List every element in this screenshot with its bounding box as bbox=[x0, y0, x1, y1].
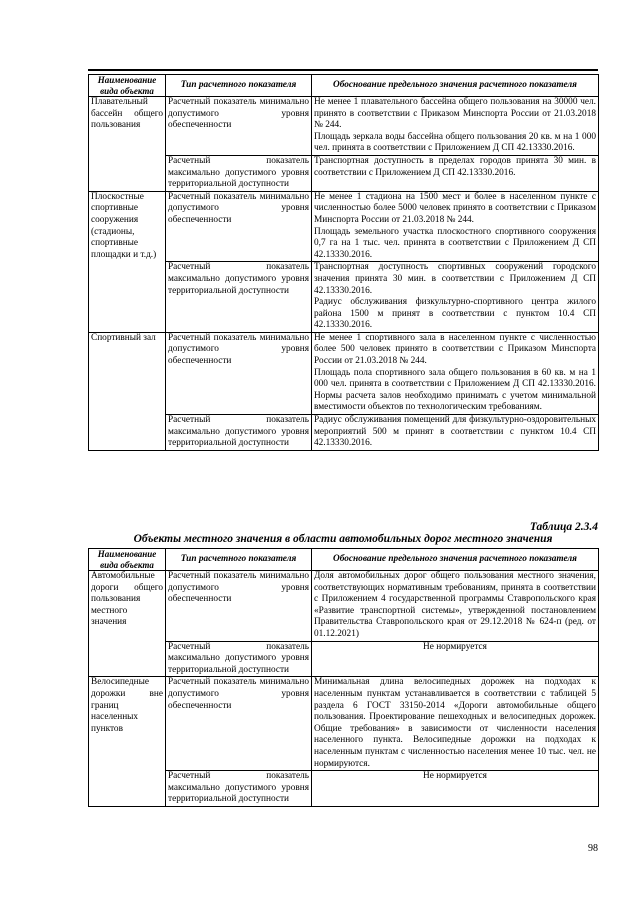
page-number: 98 bbox=[588, 843, 598, 854]
indicator-type-cell: Расчетный показатель минимально допустимого уровня обеспеченности bbox=[166, 191, 312, 262]
justification-cell bbox=[312, 677, 599, 771]
justification-paragraph: Не нормируется bbox=[423, 641, 487, 652]
table-row bbox=[89, 415, 599, 451]
object-name-cell: Велосипедные дорожки вне границ населенных пунктов bbox=[89, 677, 166, 807]
justification-paragraph: Площадь пола спортивного зала общего пользования в 60 кв. м на 1 000 чел. принята в соответствии с Приложением Д СП 42.13330.2016. Нормы расчета залов необходимо принимать с учетом минимальной вместимости объектов по технологическим требованиям. bbox=[314, 367, 596, 413]
justification-paragraph: Не нормируется bbox=[423, 771, 487, 782]
table-row bbox=[89, 771, 599, 807]
table-row bbox=[89, 641, 599, 677]
object-name-cell: Плавательный бассейн общего пользования bbox=[89, 97, 166, 192]
table-row bbox=[89, 262, 599, 333]
justification-paragraph: Радиус обслуживания помещений для физкультурно-оздоровительных мероприятий 500 м принят в соответствии с пунктом 10.4 СП 42.13330.2016. bbox=[314, 415, 596, 449]
justification-paragraph: Радиус обслуживания физкультурно-спортивного центра жилого района 1500 м принят в соответствии с пунктом 10.4 СП 42.13330.2016. bbox=[314, 297, 596, 331]
justification-paragraph: Минимальная длина велосипедных дорожек на подходах к населенным пунктам устанавливается в соответствии с таблицей 5 раздела 6 ГОСТ 33150-2014 «Дороги автомобильные общего пользования. Проектирование пешеходных и велосипедных дорожек. Общие требования» в зависимости от численности населения населенного пункта. Велосипедные дорожки на подходах к населенным пунктам с численностью населения менее 10 тыс. чел. не нормируются. bbox=[314, 677, 596, 769]
indicator-type-cell: Расчетный показатель максимально допустимого уровня территориальной доступности bbox=[166, 415, 312, 451]
header-justification: Обоснование предельного значения расчетного показателя bbox=[312, 549, 599, 571]
justification-cell bbox=[312, 97, 599, 156]
header-justification: Обоснование предельного значения расчетного показателя bbox=[312, 75, 599, 97]
justification-cell bbox=[312, 191, 599, 262]
header-indicator-type: Тип расчетного показателя bbox=[166, 549, 312, 571]
indicator-type-cell: Расчетный показатель минимально допустимого уровня обеспеченности bbox=[166, 677, 312, 771]
justification-cell bbox=[312, 332, 599, 414]
indicator-type-cell: Расчетный показатель максимально допустимого уровня территориальной доступности bbox=[166, 771, 312, 807]
table-header-row bbox=[89, 75, 599, 97]
indicator-type-cell: Расчетный показатель минимально допустимого уровня обеспеченности bbox=[166, 332, 312, 414]
justification-cell bbox=[312, 262, 599, 333]
table-title: Объекты местного значения в области автомобильных дорог местного значения bbox=[133, 533, 553, 545]
indicator-type-cell: Расчетный показатель максимально допустимого уровня территориальной доступности bbox=[166, 262, 312, 333]
justification-paragraph: Транспортная доступность спортивных сооружений городского значения принята 30 мин. в соответствии с Приложением Д СП 42.13330.2016. bbox=[314, 262, 596, 296]
indicator-type-cell: Расчетный показатель минимально допустимого уровня обеспеченности bbox=[166, 571, 312, 642]
justification-paragraph: Не менее 1 стадиона на 1500 мест и более в населенном пункте с численностью более 5000 человек принято в соответствии с Приказом Минспорта России от 21.03.2018 № 244. bbox=[314, 191, 596, 225]
object-name-cell: Спортивный зал bbox=[89, 332, 166, 450]
header-object-type: Наименование вида объекта bbox=[89, 549, 166, 571]
justification-paragraph: Не менее 1 плавательного бассейна общего пользования на 30000 чел. принято в соответствии с Приказом Минспорта России от 21.03.2018 № 244. bbox=[314, 97, 596, 131]
table-header-row bbox=[89, 549, 599, 571]
justification-paragraph: Транспортная доступность в пределах городов принята 30 мин. в соответствии с Приложением Д СП 42.13330.2016. bbox=[314, 155, 596, 178]
table-row bbox=[89, 332, 599, 414]
justification-cell bbox=[312, 571, 599, 642]
indicator-type-cell: Расчетный показатель максимально допустимого уровня территориальной доступности bbox=[166, 155, 312, 191]
object-name-cell: Плоскостные спортивные сооружения (стадионы, спортивные площадки и т.д.) bbox=[89, 191, 166, 332]
table-label: Таблица 2.3.4 bbox=[529, 521, 598, 533]
justification-paragraph: Площадь зеркала воды бассейна общего пользования 20 кв. м на 1 000 чел. принята в соответствии с Приложением Д СП 42.13330.2016. bbox=[314, 131, 596, 154]
justification-cell bbox=[312, 771, 599, 807]
justification-paragraph: Доля автомобильных дорог общего пользования местного значения, соответствующих нормативным требованиям, принята в соответствии с Приложением 4 государственной программы Ставропольского края «Развитие транспортной системы», утвержденной постановлением Правительства Ставропольского края от 29.12.2018 № 624-п (ред. от 01.12.2021) bbox=[314, 571, 596, 639]
justification-paragraph: Площадь земельного участка плоскостного спортивного сооружения 0,7 га на 1 тыс. чел. принята в соответствии с Приложением Д СП 42.13330.2016. bbox=[314, 226, 596, 260]
justification-cell bbox=[312, 641, 599, 677]
justification-cell bbox=[312, 415, 599, 451]
header-indicator-type: Тип расчетного показателя bbox=[166, 75, 312, 97]
header-rule bbox=[88, 69, 598, 71]
object-name-cell: Автомобильные дороги общего пользования местного значения bbox=[89, 571, 166, 677]
table-row bbox=[89, 97, 599, 156]
justification-cell bbox=[312, 155, 599, 191]
table-row bbox=[89, 155, 599, 191]
table-row bbox=[89, 677, 599, 771]
table-sport-objects bbox=[88, 74, 599, 451]
table-row bbox=[89, 571, 599, 642]
indicator-type-cell: Расчетный показатель максимально допустимого уровня территориальной доступности bbox=[166, 641, 312, 677]
header-object-type: Наименование вида объекта bbox=[89, 75, 166, 97]
table-row bbox=[89, 191, 599, 262]
indicator-type-cell: Расчетный показатель минимально допустимого уровня обеспеченности bbox=[166, 97, 312, 156]
table-road-objects bbox=[88, 548, 599, 807]
justification-paragraph: Не менее 1 спортивного зала в населенном пункте с численностью более 500 человек принято в соответствии с Приказом Минспорта России от 21.03.2018 № 244. bbox=[314, 332, 596, 367]
